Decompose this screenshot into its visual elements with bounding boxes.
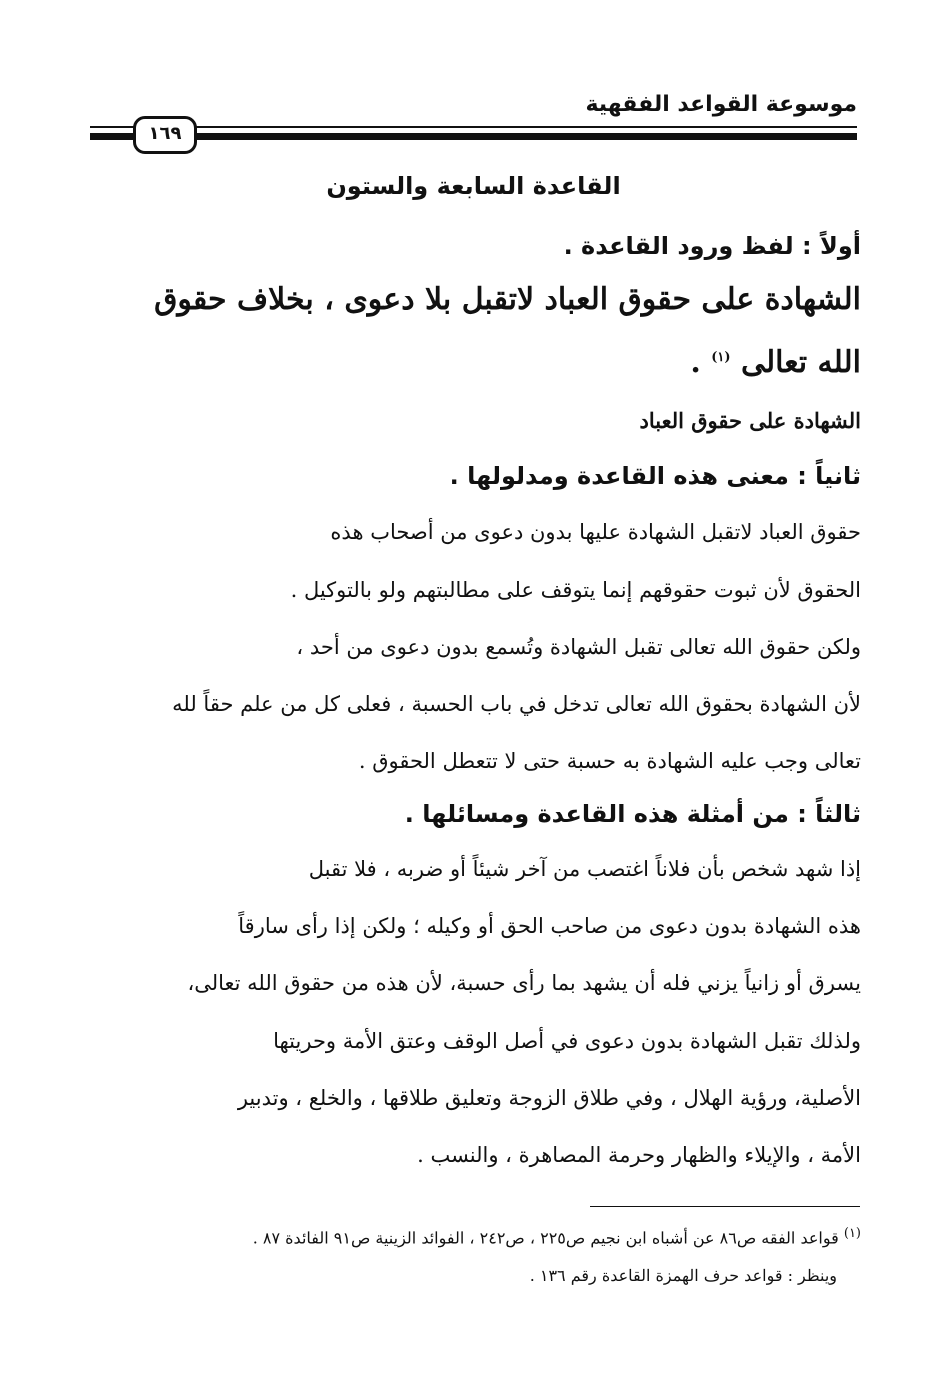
section2-line: ولكن حقوق الله تعالى تقبل الشهادة وتُسمع بدون دعوى من أحد ، (296, 635, 861, 659)
rule-text-line2 (86, 345, 861, 380)
footnote-separator (590, 1206, 860, 1207)
section3-line: الأصلية، ورؤية الهلال ، وفي طلاق الزوجة وتعليق طلاقها ، والخلع ، وتدبير (237, 1086, 861, 1110)
header-thick-rule (90, 133, 857, 140)
footnote-marker: (١) (711, 350, 731, 365)
book-title: موسوعة القواعد الفقهية (585, 92, 857, 117)
footnote-1-marker: (١) (843, 1226, 861, 1241)
footnote-1 (86, 1226, 861, 1247)
page-number: ١٦٩ (133, 116, 197, 154)
footnote-1-text: قواعد الفقه ص٨٦ عن أشباه ابن نجيم ص٢٢٥ ، ص٢٤٢ ، الفوائد الزينية ص٩١ الفائدة ٨٧ . (252, 1228, 839, 1248)
rule-text-line1: الشهادة على حقوق العباد لاتقبل بلا دعوى ، بخلاف حقوق (154, 282, 861, 317)
section3-line: هذه الشهادة بدون دعوى من صاحب الحق أو وكيله ؛ ولكن إذا رأى سارقاً (238, 914, 861, 938)
footnote-1-continued: وينظر : قواعد حرف الهمزة القاعدة رقم ١٣٦ . (529, 1266, 837, 1285)
section2-line: لأن الشهادة بحقوق الله تعالى تدخل في باب الحسبة ، فعلى كل من علم حقاً لله (172, 692, 861, 716)
section3-heading: ثالثاً : من أمثلة هذه القاعدة ومسائلها . (404, 800, 861, 828)
section3-line: يسرق أو زانياً يزني فله أن يشهد بما رأى حسبة، لأن هذه من حقوق الله تعالى، (187, 971, 861, 995)
section2-line: تعالى وجب عليه الشهادة به حسبة حتى لا تتعطل الحقوق . (358, 749, 861, 773)
rule-title: القاعدة السابعة والستون (326, 172, 621, 200)
header-thin-rule (90, 126, 857, 128)
section1-heading: أولاً : لفظ ورود القاعدة . (563, 232, 861, 260)
rule-text-line2-text: الله تعالى (740, 345, 861, 380)
section3-line: الأمة ، والإيلاء والظهار وحرمة المصاهرة ، والنسب . (417, 1143, 861, 1167)
section2-line: حقوق العباد لاتقبل الشهادة عليها بدون دعوى من أصحاب هذه (330, 520, 861, 544)
short-form: الشهادة على حقوق العباد (639, 408, 861, 433)
rule-text-end: . (690, 345, 712, 380)
section3-line: ولذلك تقبل الشهادة بدون دعوى في أصل الوقف وعتق الأمة وحريتها (273, 1029, 861, 1053)
section2-line: الحقوق لأن ثبوت حقوقهم إنما يتوقف على مطالبتهم ولو بالتوكيل . (290, 578, 861, 602)
section3-line: إذا شهد شخص بأن فلاناً اغتصب من آخر شيئاً أو ضربه ، فلا تقبل (308, 857, 861, 881)
section2-heading: ثانياً : معنى هذه القاعدة ومدلولها . (449, 462, 861, 490)
